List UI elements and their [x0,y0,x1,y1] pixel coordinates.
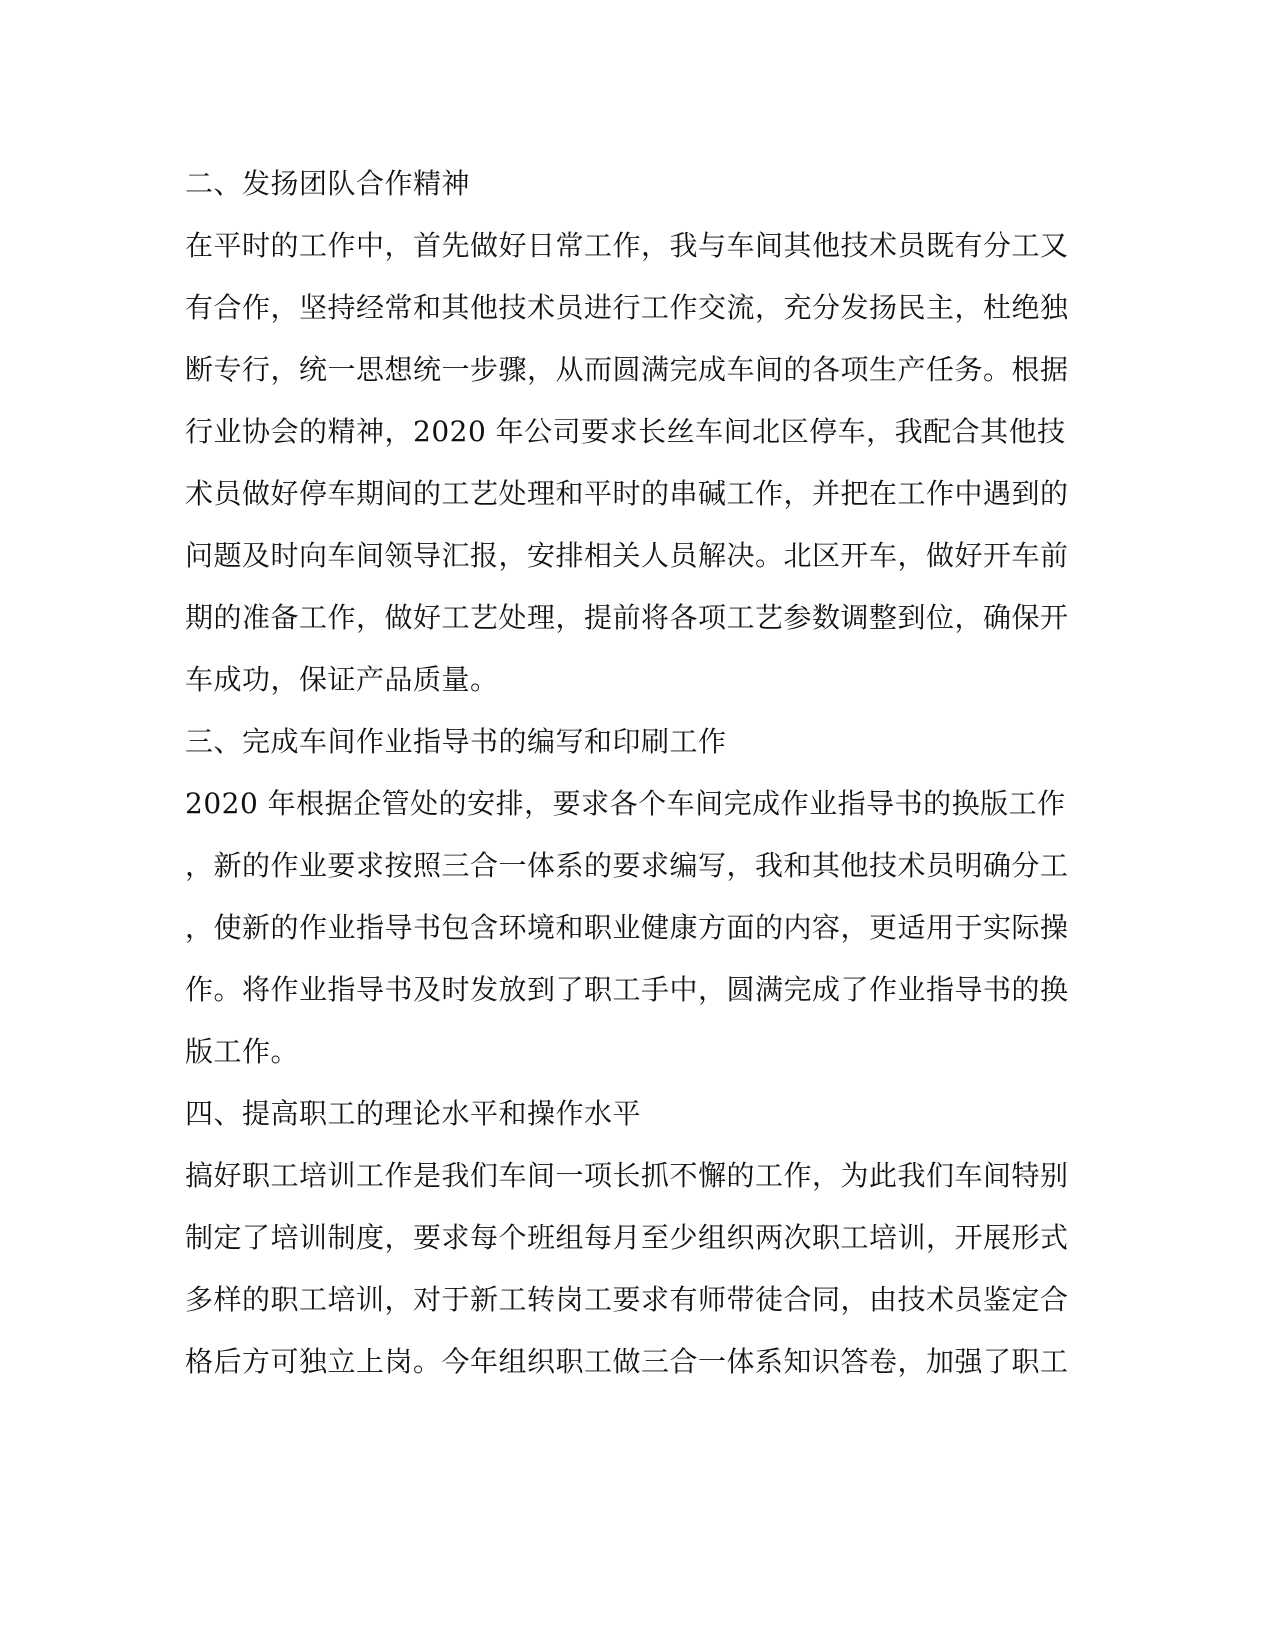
paragraph-line: 格后方可独立上岗。今年组织职工做三合一体系知识答卷，加强了职工 [185,1345,1069,1378]
paragraph-line: ，使新的作业指导书包含环境和职业健康方面的内容，更适用于实际操 [185,911,1069,944]
paragraph-line: 车成功，保证产品质量。 [185,663,499,696]
paragraph-line: 版工作。 [185,1035,300,1068]
paragraph-line: 搞好职工培训工作是我们车间一项长抓不懈的工作，为此我们车间特别 [185,1159,1069,1192]
paragraph-line: 有合作，坚持经常和其他技术员进行工作交流，充分发扬民主，杜绝独 [185,291,1069,324]
section-heading-3: 三、完成车间作业指导书的编写和印刷工作 [185,725,727,758]
paragraph-line: 断专行，统一思想统一步骤，从而圆满完成车间的各项生产任务。根据 [185,353,1069,386]
paragraph-line: 问题及时向车间领导汇报，安排相关人员解决。北区开车，做好开车前 [185,539,1069,572]
paragraph-line: 作。将作业指导书及时发放到了职工手中，圆满完成了作业指导书的换 [185,973,1069,1006]
paragraph-line: 术员做好停车期间的工艺处理和平时的串碱工作，并把在工作中遇到的 [185,477,1069,510]
paragraph-line: 在平时的工作中，首先做好日常工作，我与车间其他技术员既有分工又 [185,229,1069,262]
section-heading-4: 四、提高职工的理论水平和操作水平 [185,1097,642,1130]
paragraph-line: 2020 年根据企管处的安排，要求各个车间完成作业指导书的换版工作 [185,787,1066,820]
paragraph-line: 行业协会的精神，2020 年公司要求长丝车间北区停车，我配合其他技 [185,415,1066,448]
section-heading-2: 二、发扬团队合作精神 [185,167,471,200]
paragraph-line: 期的准备工作，做好工艺处理，提前将各项工艺参数调整到位，确保开 [185,601,1069,634]
paragraph-line: ，新的作业要求按照三合一体系的要求编写，我和其他技术员明确分工 [185,849,1069,882]
paragraph-line: 制定了培训制度，要求每个班组每月至少组织两次职工培训，开展形式 [185,1221,1069,1254]
paragraph-line: 多样的职工培训，对于新工转岗工要求有师带徒合同，由技术员鉴定合 [185,1283,1069,1316]
